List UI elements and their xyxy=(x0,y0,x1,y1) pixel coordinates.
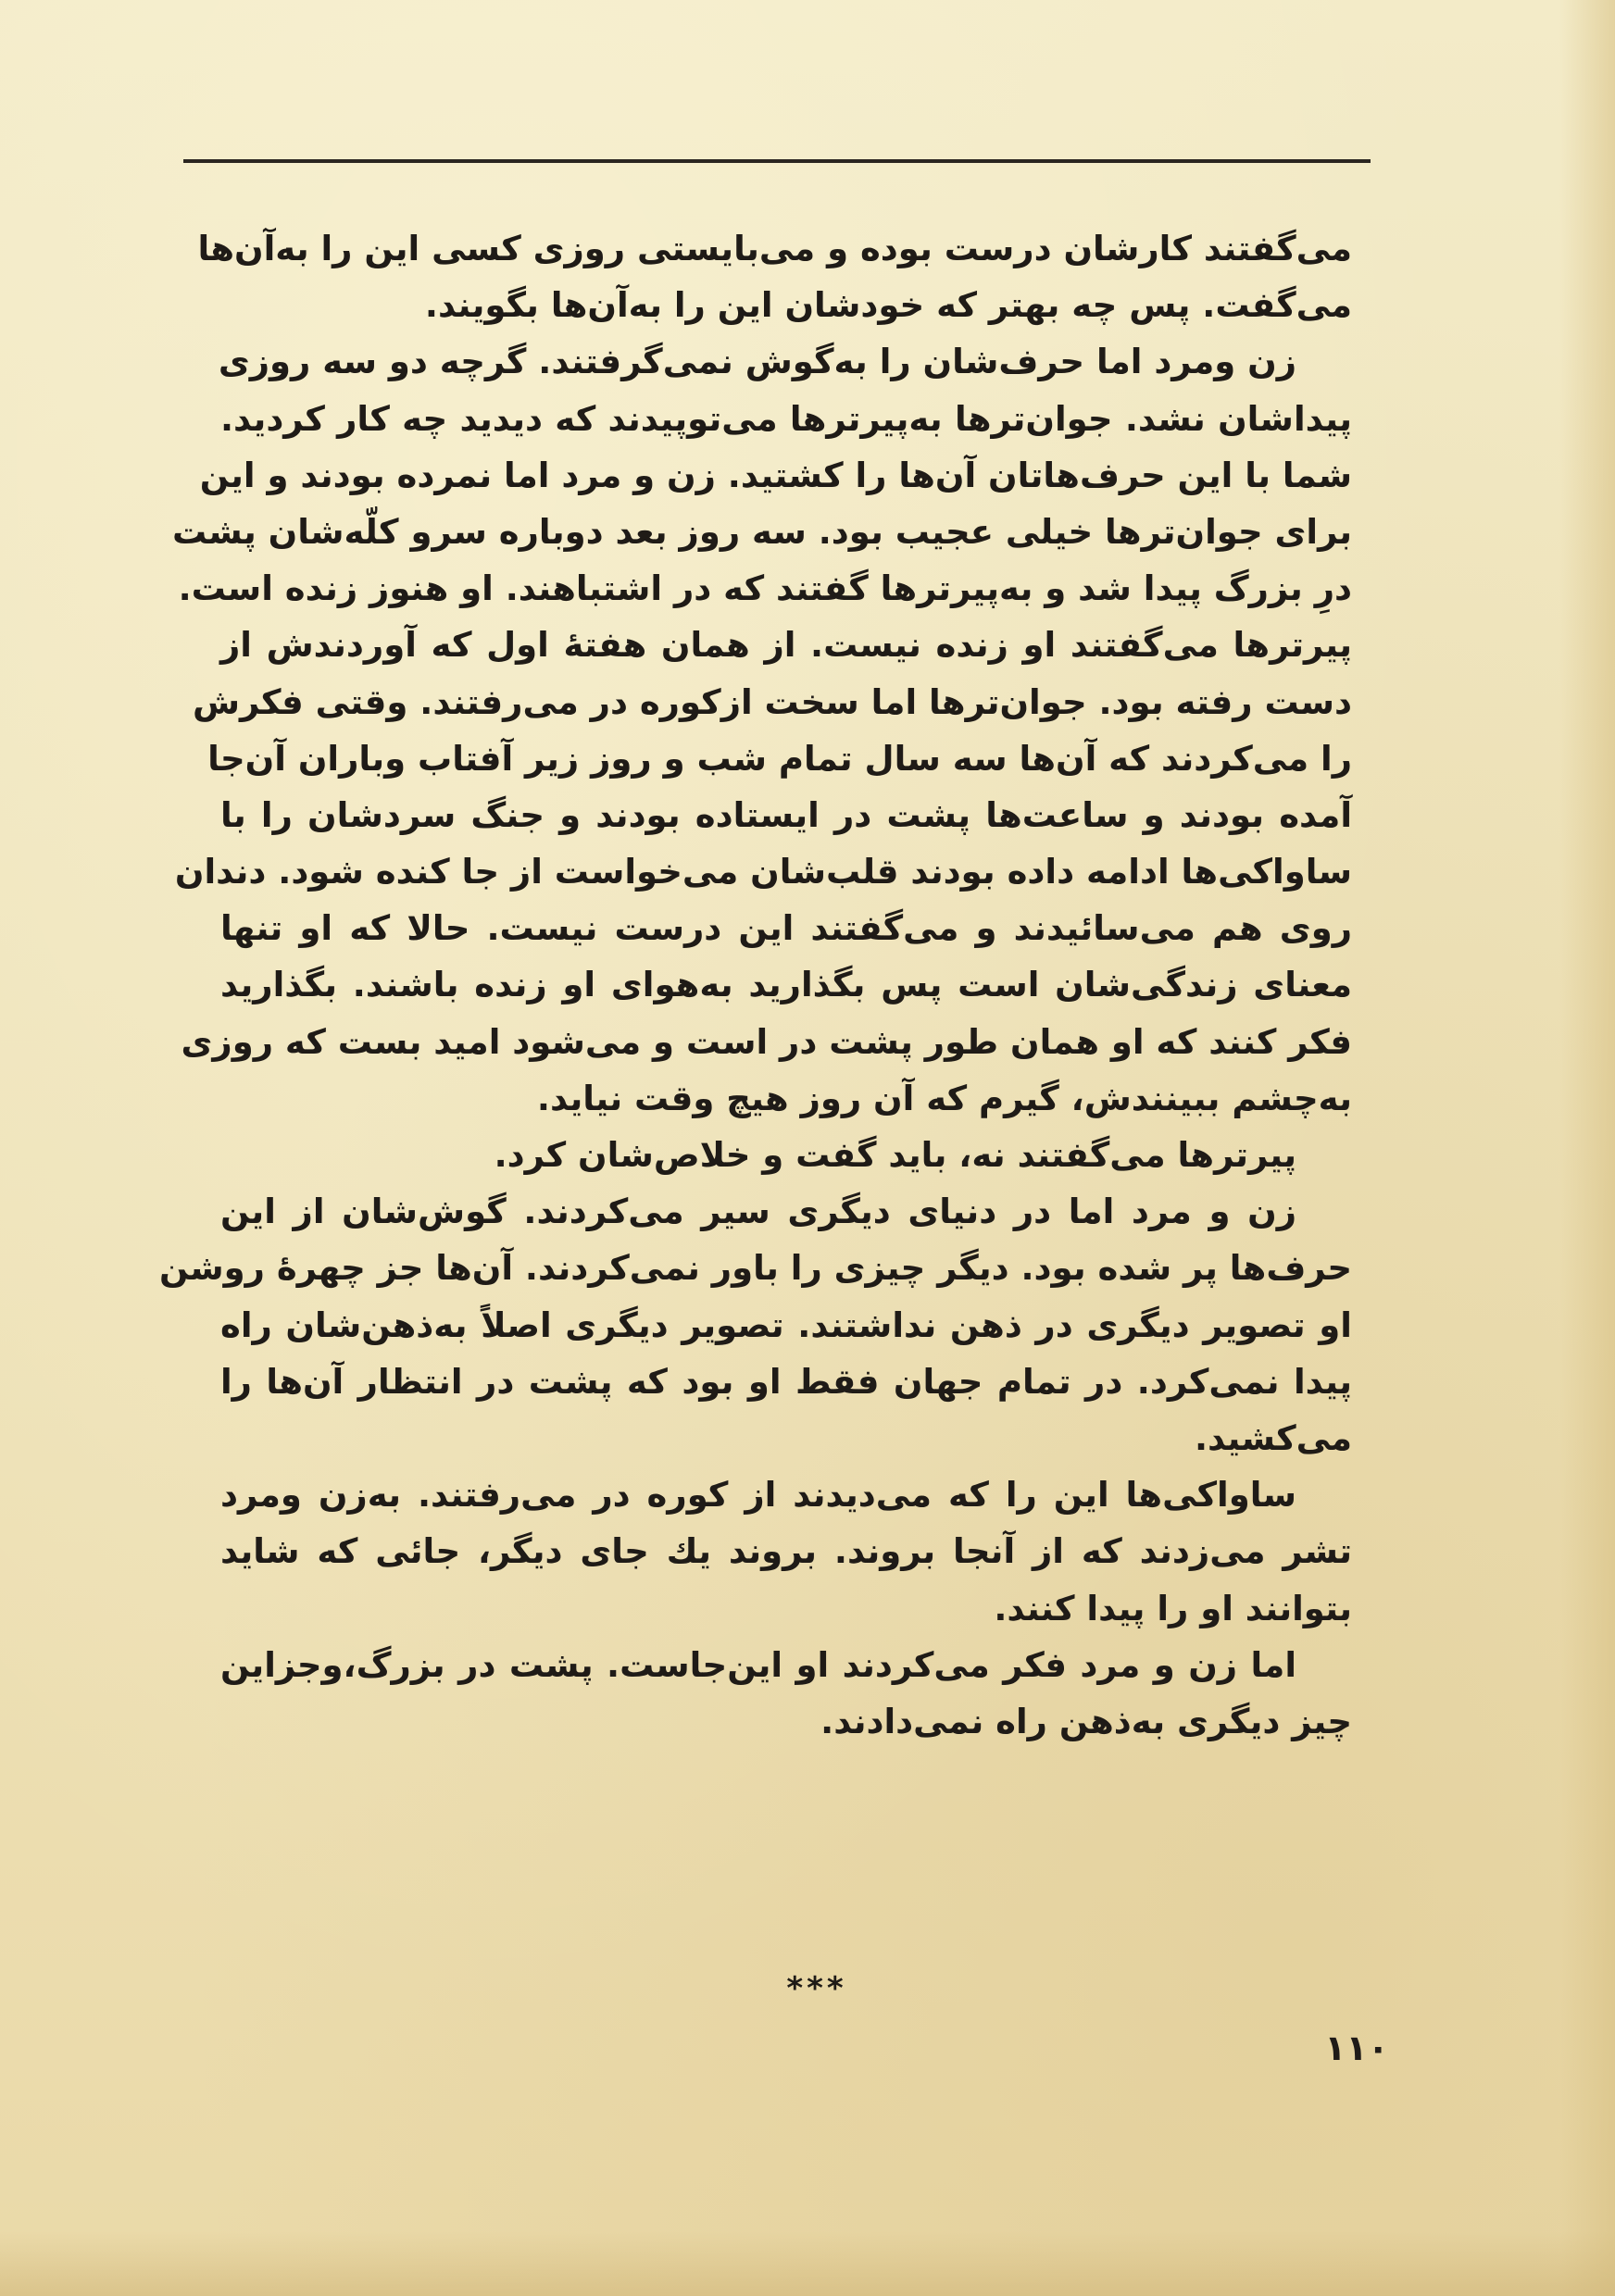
text-line: زن ومرد اما حرف‌شان را به‌گوش نمی‌گرفتند. گرچه دو سه روزی xyxy=(218,342,1296,382)
text-line: تشر می‌زدند که از آنجا بروند. بروند یك جای دیگر، جائی که شاید xyxy=(220,1531,1352,1572)
text-line: می‌گفتند کارشان درست بوده و می‌بایستی روزی کسی این را به‌آن‌ها xyxy=(197,229,1352,268)
text-line: شما با این حرف‌هاتان آن‌ها را کشتید. زن و مرد اما نمرده بودند و این xyxy=(199,455,1352,495)
text-line: ساواکی‌ها این را که می‌دیدند از کوره در می‌رفتند. به‌زن ومرد xyxy=(220,1475,1296,1516)
text-line: فکر کنند که او همان طور پشت در است و می‌شود امید بست که روزی xyxy=(181,1021,1352,1062)
text-line: معنای زندگی‌شان است پس بگذارید به‌هوای او زنده باشند. بگذارید xyxy=(220,965,1352,1005)
page-number: ۱۱۰ xyxy=(1324,2028,1389,2068)
text-line: روی هم می‌سائیدند و می‌گفتند این درست نیست. حالا که او تنها xyxy=(220,908,1352,949)
header-rule xyxy=(183,159,1371,163)
paragraph xyxy=(220,1637,1352,1750)
text-line: می‌گفت. پس چه بهتر که خودشان این را به‌آن‌ها بگویند. xyxy=(424,285,1352,326)
text-line: چیز دیگری به‌ذهن راه نمی‌دادند. xyxy=(820,1701,1352,1741)
section-separator: *** xyxy=(786,1970,847,2007)
body-text xyxy=(158,220,1352,1750)
text-line: را می‌کردند که آن‌ها سه سال تمام شب و روز زیر آفتاب وباران آن‌جا xyxy=(207,738,1352,779)
text-line: ساواکی‌ها ادامه داده بودند قلب‌شان می‌خواست از جا کنده شود. دندان xyxy=(174,852,1352,892)
text-line: اما زن و مرد فکر می‌کردند او این‌جاست. پشت در بزرگ،وجزاین xyxy=(220,1644,1296,1685)
paragraph xyxy=(197,220,1352,333)
text-line: برای جوان‌ترها خیلی عجیب بود. سه روز بعد دوباره سرو کلّه‌شان پشت xyxy=(172,511,1352,552)
text-line: حرف‌ها پر شده بود. دیگر چیزی را باور نمی‌کردند. آن‌ها جز چهرهٔ روشن xyxy=(158,1248,1352,1289)
text-line: پیداشان نشد. جوان‌ترها به‌پیرترها می‌توپیدند که دیدید چه کار کردید. xyxy=(220,398,1352,439)
text-line: پیرترها می‌گفتند نه، باید گفت و خلاص‌شان کرد. xyxy=(494,1135,1296,1175)
text-line: بتوانند او را پیدا کنند. xyxy=(994,1588,1352,1628)
paragraph xyxy=(220,1127,1352,1183)
text-line: زن و مرد اما در دنیای دیگری سیر می‌کردند. گوش‌شان از این xyxy=(220,1192,1296,1232)
paragraph xyxy=(220,1466,1352,1637)
page-bottom-shadow xyxy=(0,2231,1615,2296)
paragraph xyxy=(172,333,1352,1127)
page-edge-shadow xyxy=(1559,0,1615,2296)
paragraph xyxy=(158,1183,1352,1466)
text-line: می‌کشید. xyxy=(1194,1417,1352,1458)
text-line: پیرترها می‌گفتند او زنده نیست. از همان هفتهٔ اول که آوردندش از xyxy=(220,625,1352,666)
text-line: آمده بودند و ساعت‌ها پشت در ایستاده بودند و جنگ سردشان را با xyxy=(220,794,1352,835)
text-line: به‌چشم ببینندش، گیرم که آن روز هیچ وقت نیاید. xyxy=(536,1078,1352,1118)
text-line: درِ بزرگ پیدا شد و به‌پیرترها گفتند که در اشتباهند. او هنوز زنده است. xyxy=(178,568,1352,609)
text-line: او تصویر دیگری در ذهن نداشتند. تصویر دیگری اصلاً به‌ذهن‌شان راه xyxy=(220,1304,1352,1345)
text-line: دست رفته بود. جوان‌ترها اما سخت ازکوره در می‌رفتند. وقتی فکرش xyxy=(192,681,1352,722)
text-line: پیدا نمی‌کرد. در تمام جهان فقط او بود که پشت در انتظار آن‌ها را xyxy=(220,1361,1352,1402)
